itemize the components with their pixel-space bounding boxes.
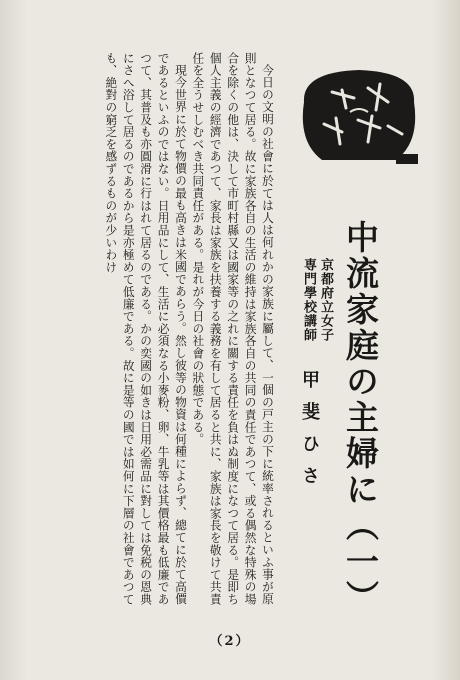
body-paragraph-2: 現今世界に於て物價の最も高きは米國であらう。然し彼等の物資は何種によらず、總てに於て高價であるといふのではない。日用品にして、生活に必須なる小麥粉、卵、牛乳等は其價格最も低廉であつて、其普及も亦圓滑に行はれて居るのである。かの奕國の如きは日用必需品に對しては免税の恩典にさへ浴して居るのであるから是亦極めて低廉である。故に是等の國では如何に下層の社會であつても、絶對の窮乏を感ずるものが少いわけ xyxy=(104,52,188,606)
jar-emblem-icon xyxy=(284,62,434,174)
page-number: （2） xyxy=(209,634,251,649)
affiliation-line-1: 京都府立女子 xyxy=(318,258,333,342)
body-paragraph-1: 今日の文明の社會に於ては人は何れかの家族に屬して、一個の戸主の下に統率されるといふ事が原則となつて居る。故に家族各自の生活の維持は家族各自の共同の責任であつて、或る偶然な特殊の場合を除くの他は、決して市町村縣又は國家等の之れに關する責任を負はぬ制度になつて居る。是即ち個人主義の經濟であつて、家長は家族を扶養する義務を有して居ると共に、家族は家長を敬けて共責任を全うせしむべき共同責任がある。是れが今日の社會の狀態である。 xyxy=(191,52,275,606)
author-affiliation xyxy=(286,258,332,348)
article-body xyxy=(84,52,276,612)
author-name: 甲斐ひさ xyxy=(299,370,320,498)
article-title: 中流家庭の主婦に（一） xyxy=(341,220,380,616)
affiliation-line-2: 専門學校講師 xyxy=(301,258,316,342)
